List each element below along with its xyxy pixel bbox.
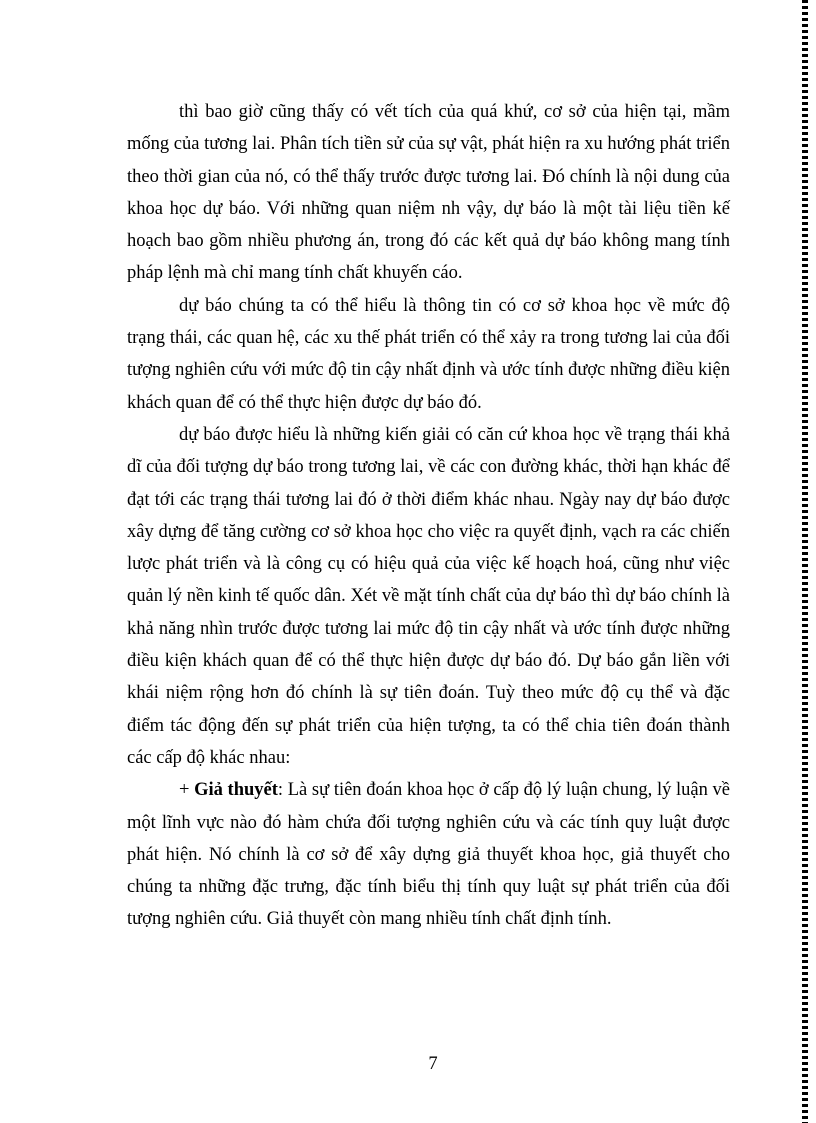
body-text xyxy=(127,96,730,936)
hypothesis-term: Giả thuyết xyxy=(194,780,278,801)
paragraph-1: thì bao giờ cũng thấy có vết tích của quá khứ, cơ sở của hiện tại, mầm mống của tương lai. Phân tích tiền sử của sự vật, phát hiện ra xu hướng phát triển theo thời gian của nó, có thể thấy trước được tương lai. Đó chính là nội dung của khoa học dự báo. Với những quan niệm nh vậy, dự báo là một tài liệu tiền kế hoạch bao gồm nhiều phương án, trong đó các kết quả dự báo không mang tính pháp lệnh mà chỉ mang tính chất khuyến cáo. xyxy=(127,102,730,284)
paragraph-2: dự báo chúng ta có thể hiểu là thông tin có cơ sở khoa học về mức độ trạng thái, các quan hệ, các xu thế phát triển có thể xảy ra trong tương lai của đối tượng nghiên cứu với mức độ tin cậy nhất định và ước tính được những điều kiện khách quan để có thể thực hiện được dự báo đó. xyxy=(127,295,730,413)
page-border-decoration xyxy=(802,0,808,1123)
hypothesis-text: : Là sự tiên đoán khoa học ở cấp độ lý luận chung, lý luận về một lĩnh vực nào đó hàm chứa đối tượng nghiên cứu và các tính quy luật được phát hiện. Nó chính là cơ sở để xây dựng giả thuyết khoa học, giả thuyết cho chúng ta những đặc trưng, đặc tính biểu thị tính quy luật sự phát triển của đối tượng nghiên cứu. Giả thuyết còn mang nhiều tính chất định tính. xyxy=(127,780,730,930)
paragraph-3: dự báo được hiểu là những kiến giải có căn cứ khoa học về trạng thái khả dĩ của đối tượng dự báo trong tương lai, về các con đường khác, thời hạn khác để đạt tới các trạng thái tương lai đó ở thời điểm khác nhau. Ngày nay dự báo được xây dựng để tăng cường cơ sở khoa học cho việc ra quyết định, vạch ra các chiến lược phát triển và là công cụ có hiệu quả của việc kế hoạch hoá, cũng như việc quản lý nền kinh tế quốc dân. Xét về mặt tính chất của dự báo thì dự báo chính là khả năng nhìn trước được tương lai mức độ tin cậy nhất và ước tính được những điều kiện khách quan để có thể thực hiện được dự báo đó. Dự báo gắn liền với khái niệm rộng hơn đó chính là sự tiên đoán. Tuỳ theo mức độ cụ thể và đặc điểm tác động đến sự phát triển của hiện tượng, ta có thể chia tiên đoán thành các cấp độ khác nhau: xyxy=(127,424,730,768)
bullet-prefix: + xyxy=(179,780,195,801)
paragraph-hypothesis xyxy=(127,774,730,935)
page-number: 7 xyxy=(428,1054,438,1074)
